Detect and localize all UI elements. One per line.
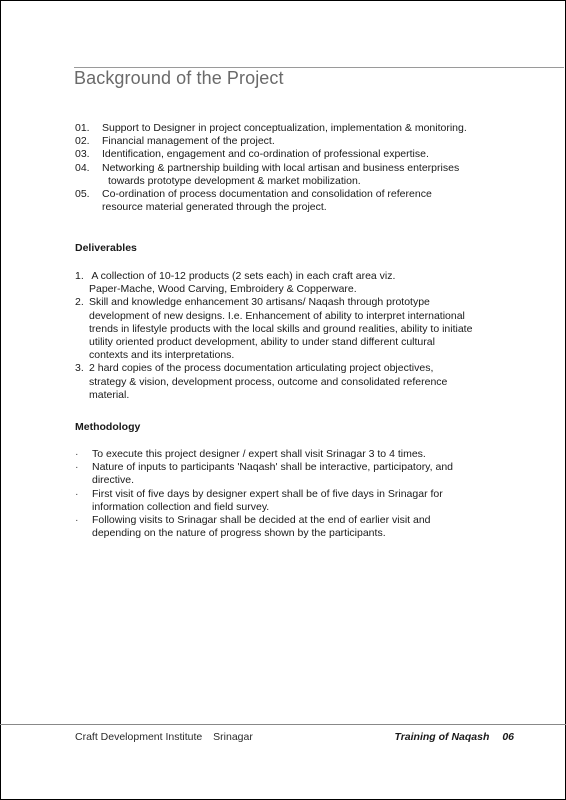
page-number: 06 [502, 731, 514, 743]
list-item [75, 448, 525, 461]
list-item [75, 122, 525, 135]
methodology-list [75, 448, 525, 540]
item-text-continued: information collection and field survey. [92, 500, 270, 513]
page-title: Background of the Project [74, 68, 284, 88]
footer-doc-title: Training of Naqash [394, 731, 490, 743]
list-item [75, 488, 525, 514]
item-text: First visit of five days by designer expert shall be of five days in Srinagar for [92, 487, 443, 500]
item-text: To execute this project designer / expert shall visit Srinagar 3 to 4 times. [92, 448, 426, 460]
item-text: 2 hard copies of the process documentation articulating project objectives, [89, 362, 434, 375]
item-text-continued: towards prototype development & market mobilization. [108, 174, 361, 187]
item-text: Support to Designer in project conceptualization, implementation & monitoring. [102, 122, 467, 134]
list-item [75, 461, 525, 487]
list-item [75, 514, 525, 540]
item-text-continued: resource material generated through the project. [102, 201, 327, 214]
item-text-continued: contexts and its interpretations. [89, 349, 235, 362]
item-text-continued: development of new designs. I.e. Enhancement of ability to interpret international [89, 309, 465, 322]
item-text-continued: strategy & vision, development process, outcome and consolidated reference [89, 375, 448, 388]
footer-rule [0, 724, 566, 725]
item-number: 02. [75, 135, 90, 148]
list-item [75, 135, 525, 148]
item-text-continued: directive. [92, 474, 135, 487]
item-text: Networking & partnership building with local artisan and business enterprises [102, 161, 460, 174]
methodology-heading: Methodology [75, 421, 141, 433]
list-item [75, 162, 525, 188]
item-text-continued: material. [89, 388, 130, 401]
bullet-icon: · [75, 487, 79, 500]
bullet-icon: · [75, 514, 79, 527]
item-text: Following visits to Srinagar shall be decided at the end of earlier visit and [92, 514, 431, 527]
item-text: Nature of inputs to participants 'Naqash' shall be interactive, participatory, and [92, 461, 454, 474]
list-item [75, 148, 525, 161]
item-text-continued: utility oriented product development, ability to under stand different cultural [89, 336, 435, 349]
item-text: Skill and knowledge enhancement 30 artisans/ Naqash through prototype [89, 296, 430, 309]
item-number: 1. [75, 270, 84, 282]
item-text: Identification, engagement and co-ordination of professional expertise. [102, 148, 429, 161]
item-number: 03. [75, 148, 90, 161]
footer-title [394, 731, 514, 743]
list-item [75, 188, 525, 214]
deliverables-heading: Deliverables [75, 242, 137, 254]
bullet-icon: · [75, 448, 79, 460]
deliverables-list [75, 270, 525, 402]
list-item [75, 270, 525, 296]
item-text: Co-ordination of process documentation and consolidation of reference [102, 188, 432, 201]
bullet-icon: · [75, 461, 79, 474]
footer-org-name: Craft Development Institute [75, 731, 203, 743]
item-number: 3. [75, 362, 84, 375]
list-item [75, 296, 525, 362]
item-text-continued: Paper-Mache, Wood Carving, Embroidery & Copperware. [89, 283, 357, 296]
item-text-continued: trends in lifestyle products with the local skills and ground realities, ability to initiate [89, 322, 473, 335]
footer-org [75, 731, 253, 743]
list-item [75, 362, 525, 402]
item-number: 05. [75, 188, 90, 201]
item-text-continued: depending on the nature of progress shown by the participants. [92, 527, 386, 540]
item-text: Financial management of the project. [102, 135, 275, 148]
footer-city: Srinagar [213, 731, 253, 743]
item-number: 2. [75, 296, 84, 309]
item-text: A collection of 10-12 products (2 sets each) in each craft area viz. [89, 270, 396, 282]
item-number: 01. [75, 122, 90, 134]
item-number: 04. [75, 161, 90, 174]
objectives-list [75, 122, 525, 214]
